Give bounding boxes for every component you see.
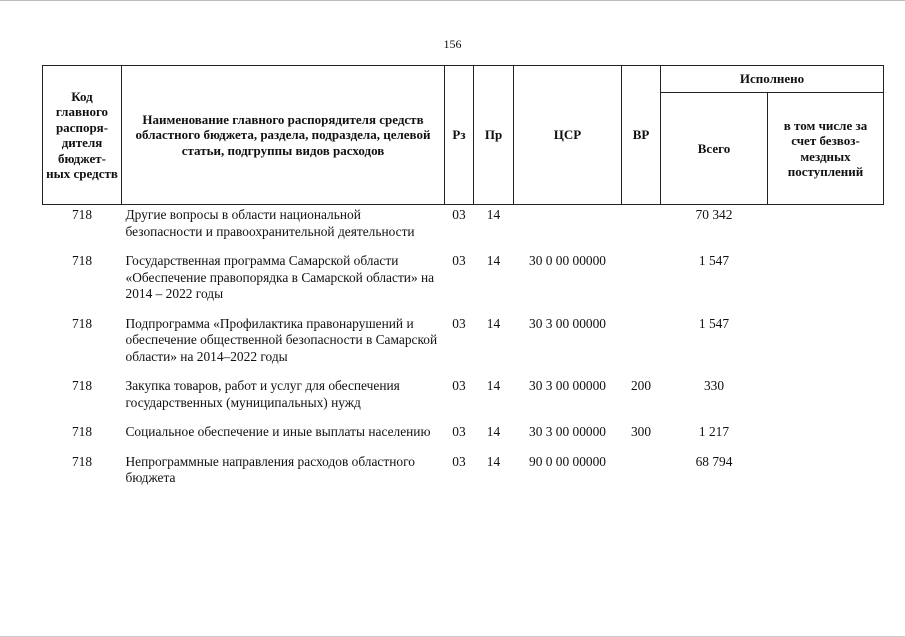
cell-including: [768, 452, 884, 498]
cell-name: Закупка товаров, работ и услуг для обеспечения государственных (муниципальных) нужд: [125, 378, 400, 410]
cell-csr: [514, 205, 622, 252]
cell-rz: 03: [452, 315, 466, 331]
cell-including: [768, 314, 884, 377]
cell-rz: 03: [452, 207, 466, 222]
cell-pr: 14: [486, 453, 501, 469]
cell-rz: 03: [452, 424, 466, 439]
scan-edge: [0, 0, 905, 5]
cell-total: 330: [703, 378, 725, 393]
cell-csr: 30 3 00 00000: [529, 378, 606, 393]
cell-code: 718: [71, 378, 93, 393]
cell-name: Непрограммные направления расходов областного бюджета: [125, 453, 415, 485]
cell-vr: [622, 314, 661, 377]
cell-csr: 30 0 00 00000: [529, 253, 606, 268]
col-header-code: Код главного распоря-дителя бюджет-ных средств: [43, 66, 122, 205]
cell-vr: [622, 251, 661, 314]
cell-including: [768, 376, 884, 422]
cell-name: Социальное обеспечение и иные выплаты населению: [125, 424, 431, 439]
budget-table: [42, 65, 884, 498]
cell-total: 70 342: [695, 207, 733, 222]
cell-total: 1 547: [698, 315, 730, 331]
cell-rz: 03: [452, 253, 466, 268]
cell-including: [768, 422, 884, 452]
col-header-name: Наименование главного распорядителя средств областного бюджета, раздела, подраздела, целевой статьи, подгруппы видов расходов: [122, 66, 445, 205]
cell-code: 718: [71, 453, 93, 469]
cell-including: [768, 205, 884, 252]
table-row: [43, 314, 884, 377]
cell-code: 718: [71, 253, 93, 268]
table-row: [43, 422, 884, 452]
cell-pr: 14: [486, 315, 501, 331]
cell-code: 718: [71, 207, 93, 222]
cell-vr: [622, 452, 661, 498]
cell-rz: 03: [452, 378, 466, 393]
cell-name: Другие вопросы в области национальной безопасности и правоохранительной деятельности: [125, 207, 415, 239]
table-row: [43, 452, 884, 498]
cell-name: Подпрограмма «Профилактика правонарушений и обеспечение общественной безопасности в Самарской области» на 2014–2022 годы: [125, 315, 438, 364]
cell-including: [768, 251, 884, 314]
cell-csr: 30 3 00 00000: [529, 424, 606, 439]
cell-total: 1 217: [698, 424, 730, 439]
cell-csr: 30 3 00 00000: [529, 315, 606, 331]
col-header-including: в том числе за счет безвоз-мездных поступлений: [768, 93, 884, 205]
cell-pr: 14: [486, 253, 501, 268]
cell-code: 718: [71, 315, 93, 331]
col-header-pr: Пр: [474, 66, 514, 205]
col-header-executed: Исполнено: [661, 66, 884, 93]
page-number: 156: [443, 37, 462, 51]
table-row: [43, 205, 884, 252]
cell-total: 1 547: [698, 253, 730, 268]
col-header-csr: ЦСР: [514, 66, 622, 205]
col-header-rz: Рз: [445, 66, 474, 205]
cell-csr: 90 0 00 00000: [529, 453, 606, 469]
table-header: [43, 66, 884, 205]
table-row: [43, 376, 884, 422]
cell-pr: 14: [486, 207, 501, 222]
table-row: [43, 251, 884, 314]
col-header-vr: ВР: [622, 66, 661, 205]
cell-vr: 200: [630, 378, 652, 393]
cell-vr: [622, 205, 661, 252]
cell-name: Государственная программа Самарской области «Обеспечение правопорядка в Самарской области» на 2014 – 2022 годы: [125, 253, 435, 301]
cell-pr: 14: [486, 424, 501, 439]
cell-rz: 03: [452, 453, 466, 469]
cell-total: 68 794: [695, 453, 733, 469]
cell-code: 718: [71, 424, 93, 439]
table-body: [43, 205, 884, 498]
cell-pr: 14: [486, 378, 501, 393]
cell-vr: 300: [630, 424, 652, 439]
col-header-total: Всего: [661, 93, 768, 205]
